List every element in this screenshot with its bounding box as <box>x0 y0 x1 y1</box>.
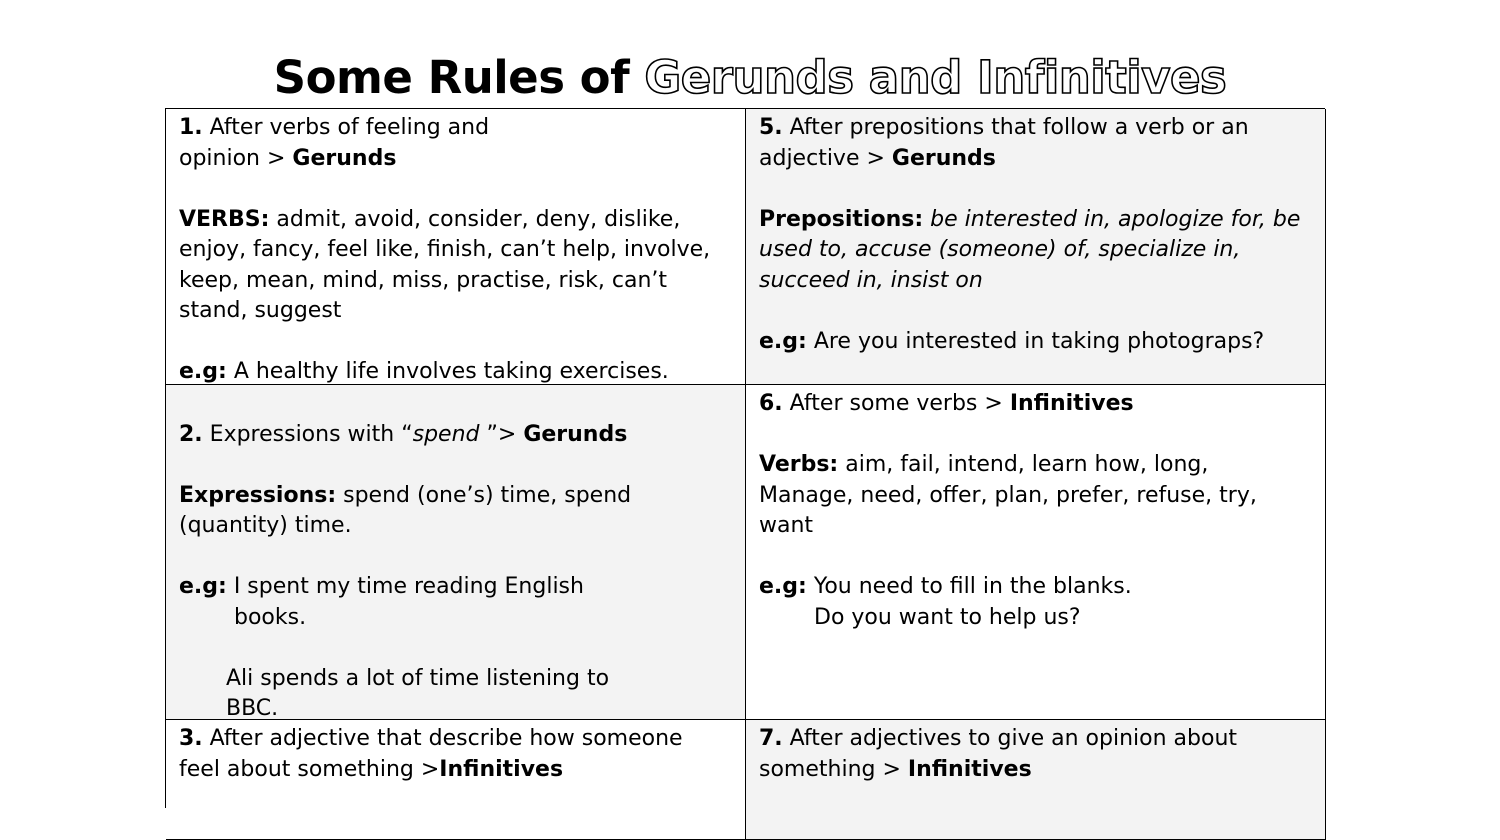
list-text: keep, mean, mind, miss, practise, risk, can’t <box>179 267 668 293</box>
rule-text: After some verbs > <box>782 391 1010 416</box>
rule-6-cell <box>746 385 1326 720</box>
rule-form: Gerunds <box>523 421 628 447</box>
rule-text: Expressions with “ <box>202 421 413 447</box>
rule-text: adjective > <box>759 145 892 171</box>
rule-2-heading <box>179 420 733 451</box>
rule-text: After verbs of feeling and <box>202 115 490 140</box>
list-text: (quantity) time. <box>179 513 352 538</box>
rule-number: 6. <box>759 391 783 416</box>
rule-3-heading-cont <box>179 755 733 786</box>
spacer <box>759 174 1313 205</box>
rule-number: 5. <box>759 115 783 140</box>
rule-text: something > <box>759 756 908 782</box>
example-text: A healthy life involves taking exercises. <box>226 359 669 384</box>
rule-7-heading-cont <box>759 755 1313 786</box>
rule-1-heading-cont <box>179 144 733 175</box>
example-text: Ali spends a lot of time listening to <box>226 665 610 691</box>
example-label: e.g: <box>179 359 227 384</box>
rule-2-expressions <box>179 481 733 512</box>
rule-text: feel about something > <box>179 756 440 782</box>
example-text: I spent my time reading English <box>226 574 584 599</box>
rule-number: 7. <box>759 726 783 751</box>
example-label: e.g: <box>759 574 807 599</box>
rule-text: After prepositions that follow a verb or an <box>782 115 1249 140</box>
rule-number: 1. <box>179 115 203 140</box>
rule-3-heading <box>179 724 733 755</box>
example-label: e.g: <box>759 328 807 354</box>
title-plain: Some Rules of <box>273 51 630 104</box>
list-text: Manage, need, offer, plan, prefer, refuse, try, <box>759 482 1257 508</box>
rule-number: 2. <box>179 421 203 447</box>
list-text: be interested in, apologize for, be <box>923 206 1301 232</box>
example-text: books. <box>234 604 307 630</box>
example-text: Do you want to help us? <box>814 604 1081 630</box>
list-text: want <box>759 513 814 538</box>
rule-1-verbs <box>179 205 733 236</box>
rule-6-example <box>759 572 1313 603</box>
rule-2-example <box>179 572 733 603</box>
rule-1-example <box>179 357 733 385</box>
spacer <box>179 542 733 573</box>
rule-1-heading <box>179 113 733 144</box>
rule-6-heading <box>759 389 1313 420</box>
rule-text: After adjectives to give an opinion about <box>782 726 1238 751</box>
list-label: Verbs: <box>759 452 839 477</box>
spacer <box>179 633 733 664</box>
page-title <box>0 50 1500 106</box>
rule-number: 3. <box>179 726 203 751</box>
list-label: Prepositions: <box>759 206 924 232</box>
rule-5-example <box>759 327 1313 358</box>
list-text: stand, suggest <box>179 298 342 323</box>
list-text: spend (one’s) time, spend <box>336 482 632 508</box>
example-text: BBC. <box>226 696 279 720</box>
rule-5-heading-cont <box>759 144 1313 175</box>
rule-1-cell <box>166 109 746 385</box>
list-text: admit, avoid, consider, deny, dislike, <box>269 206 681 232</box>
rule-form: Infinitives <box>439 756 564 782</box>
rule-5-prepositions <box>759 205 1313 236</box>
rule-5-heading <box>759 113 1313 144</box>
rule-7-cell <box>746 720 1326 840</box>
example-label: e.g: <box>179 574 227 599</box>
spacer <box>179 327 733 358</box>
rule-form: Infinitives <box>907 756 1032 782</box>
example-text: You need to fill in the blanks. <box>806 574 1132 599</box>
spacer <box>179 174 733 205</box>
spacer <box>759 296 1313 327</box>
rules-table <box>165 108 1325 808</box>
rule-text: After adjective that describe how someone <box>202 726 683 751</box>
rule-form: Infinitives <box>1009 391 1134 416</box>
list-text: used to, accuse (someone) of, specialize in, <box>759 237 1241 262</box>
list-text: succeed in, insist on <box>759 267 983 293</box>
rule-3-cell <box>166 720 746 840</box>
rule-6-verbs <box>759 450 1313 481</box>
spacer <box>179 450 733 481</box>
list-text: enjoy, fancy, feel like, finish, can’t help, involve, <box>179 237 711 262</box>
title-outlined: Gerunds and Infinitives <box>644 51 1227 104</box>
spacer <box>179 389 733 420</box>
list-text: aim, fail, intend, learn how, long, <box>838 452 1209 477</box>
spacer <box>759 420 1313 451</box>
spacer <box>759 542 1313 573</box>
rule-7-heading <box>759 724 1313 755</box>
rule-form: Gerunds <box>292 145 397 171</box>
rule-keyword: spend <box>412 421 480 447</box>
rule-form: Gerunds <box>891 145 996 171</box>
example-text: Are you interested in taking photograps? <box>806 328 1265 354</box>
rule-text: ”> <box>479 421 524 447</box>
list-label: VERBS: <box>179 206 270 232</box>
rule-2-cell <box>166 385 746 720</box>
list-label: Expressions: <box>179 482 337 508</box>
rule-text: opinion > <box>179 145 293 171</box>
rule-5-cell <box>746 109 1326 385</box>
